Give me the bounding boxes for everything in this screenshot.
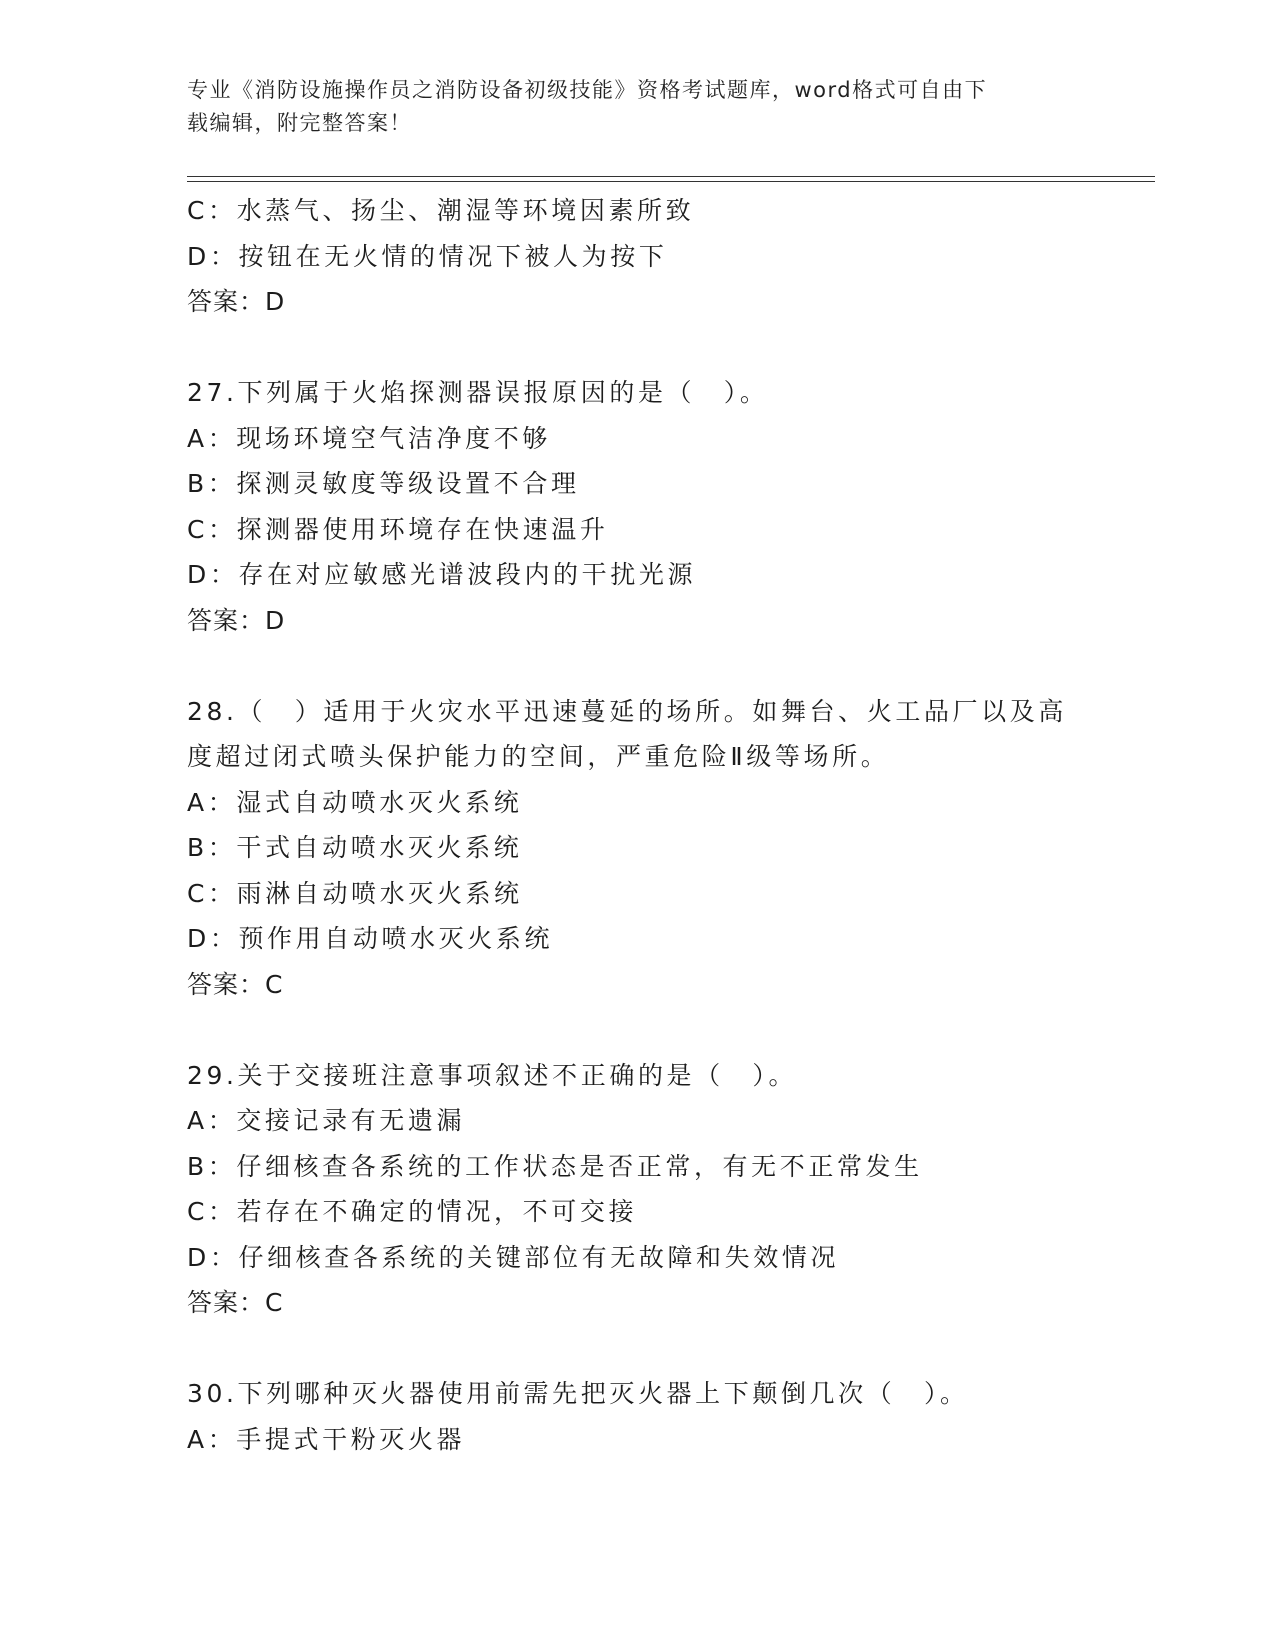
question-text-line-1: 28.（ ）适用于火灾水平迅速蔓延的场所。如舞台、火工品厂以及高 bbox=[187, 696, 1067, 726]
question-27 bbox=[187, 370, 1155, 643]
option-b: B：探测灵敏度等级设置不合理 bbox=[187, 469, 580, 498]
option-a: A：交接记录有无遗漏 bbox=[187, 1106, 466, 1135]
header-divider-bottom bbox=[187, 181, 1155, 182]
header-line-1: 专业《消防设施操作员之消防设备初级技能》资格考试题库，word格式可自由下 bbox=[187, 78, 988, 102]
document-header bbox=[187, 74, 1087, 140]
question-28 bbox=[187, 689, 1155, 1008]
answer: 答案：C bbox=[187, 969, 284, 999]
question-text: 29.关于交接班注意事项叙述不正确的是（ ）。 bbox=[187, 1060, 798, 1090]
option-c: C：若存在不确定的情况，不可交接 bbox=[187, 1197, 638, 1226]
option-c: C：探测器使用环境存在快速温升 bbox=[187, 514, 609, 544]
header-divider-top bbox=[187, 176, 1155, 177]
option-d: D：预作用自动喷水灭火系统 bbox=[187, 924, 554, 953]
answer: 答案：D bbox=[187, 287, 286, 316]
question-text: 27.下列属于火焰探测器误报原因的是（ ）。 bbox=[187, 378, 769, 407]
option-b: B：干式自动喷水灭火系统 bbox=[187, 833, 523, 862]
question-list bbox=[187, 188, 1155, 1462]
option-a: A：现场环境空气洁净度不够 bbox=[187, 423, 551, 453]
option-d: D：仔细核查各系统的关键部位有无故障和失效情况 bbox=[187, 1242, 840, 1272]
header-line-2: 载编辑，附完整答案！ bbox=[187, 111, 412, 135]
answer: 答案：D bbox=[187, 605, 286, 635]
question-carryover bbox=[187, 188, 1155, 325]
question-text-line-2: 度超过闭式喷头保护能力的空间，严重危险Ⅱ级等场所。 bbox=[187, 742, 890, 771]
option-a: A：湿式自动喷水灭火系统 bbox=[187, 787, 523, 817]
option-c: C：水蒸气、扬尘、潮湿等环境因素所致 bbox=[187, 196, 695, 225]
option-d: D：存在对应敏感光谱波段内的干扰光源 bbox=[187, 560, 697, 589]
option-d: D：按钮在无火情的情况下被人为按下 bbox=[187, 241, 668, 271]
option-a: A：手提式干粉灭火器 bbox=[187, 1424, 466, 1454]
answer: 答案：C bbox=[187, 1288, 284, 1317]
question-29 bbox=[187, 1053, 1155, 1326]
option-b: B：仔细核查各系统的工作状态是否正常，有无不正常发生 bbox=[187, 1151, 923, 1181]
question-text: 30.下列哪种灭火器使用前需先把灭火器上下颠倒几次（ ）。 bbox=[187, 1379, 969, 1408]
question-30 bbox=[187, 1371, 1155, 1462]
option-c: C：雨淋自动喷水灭火系统 bbox=[187, 878, 523, 908]
